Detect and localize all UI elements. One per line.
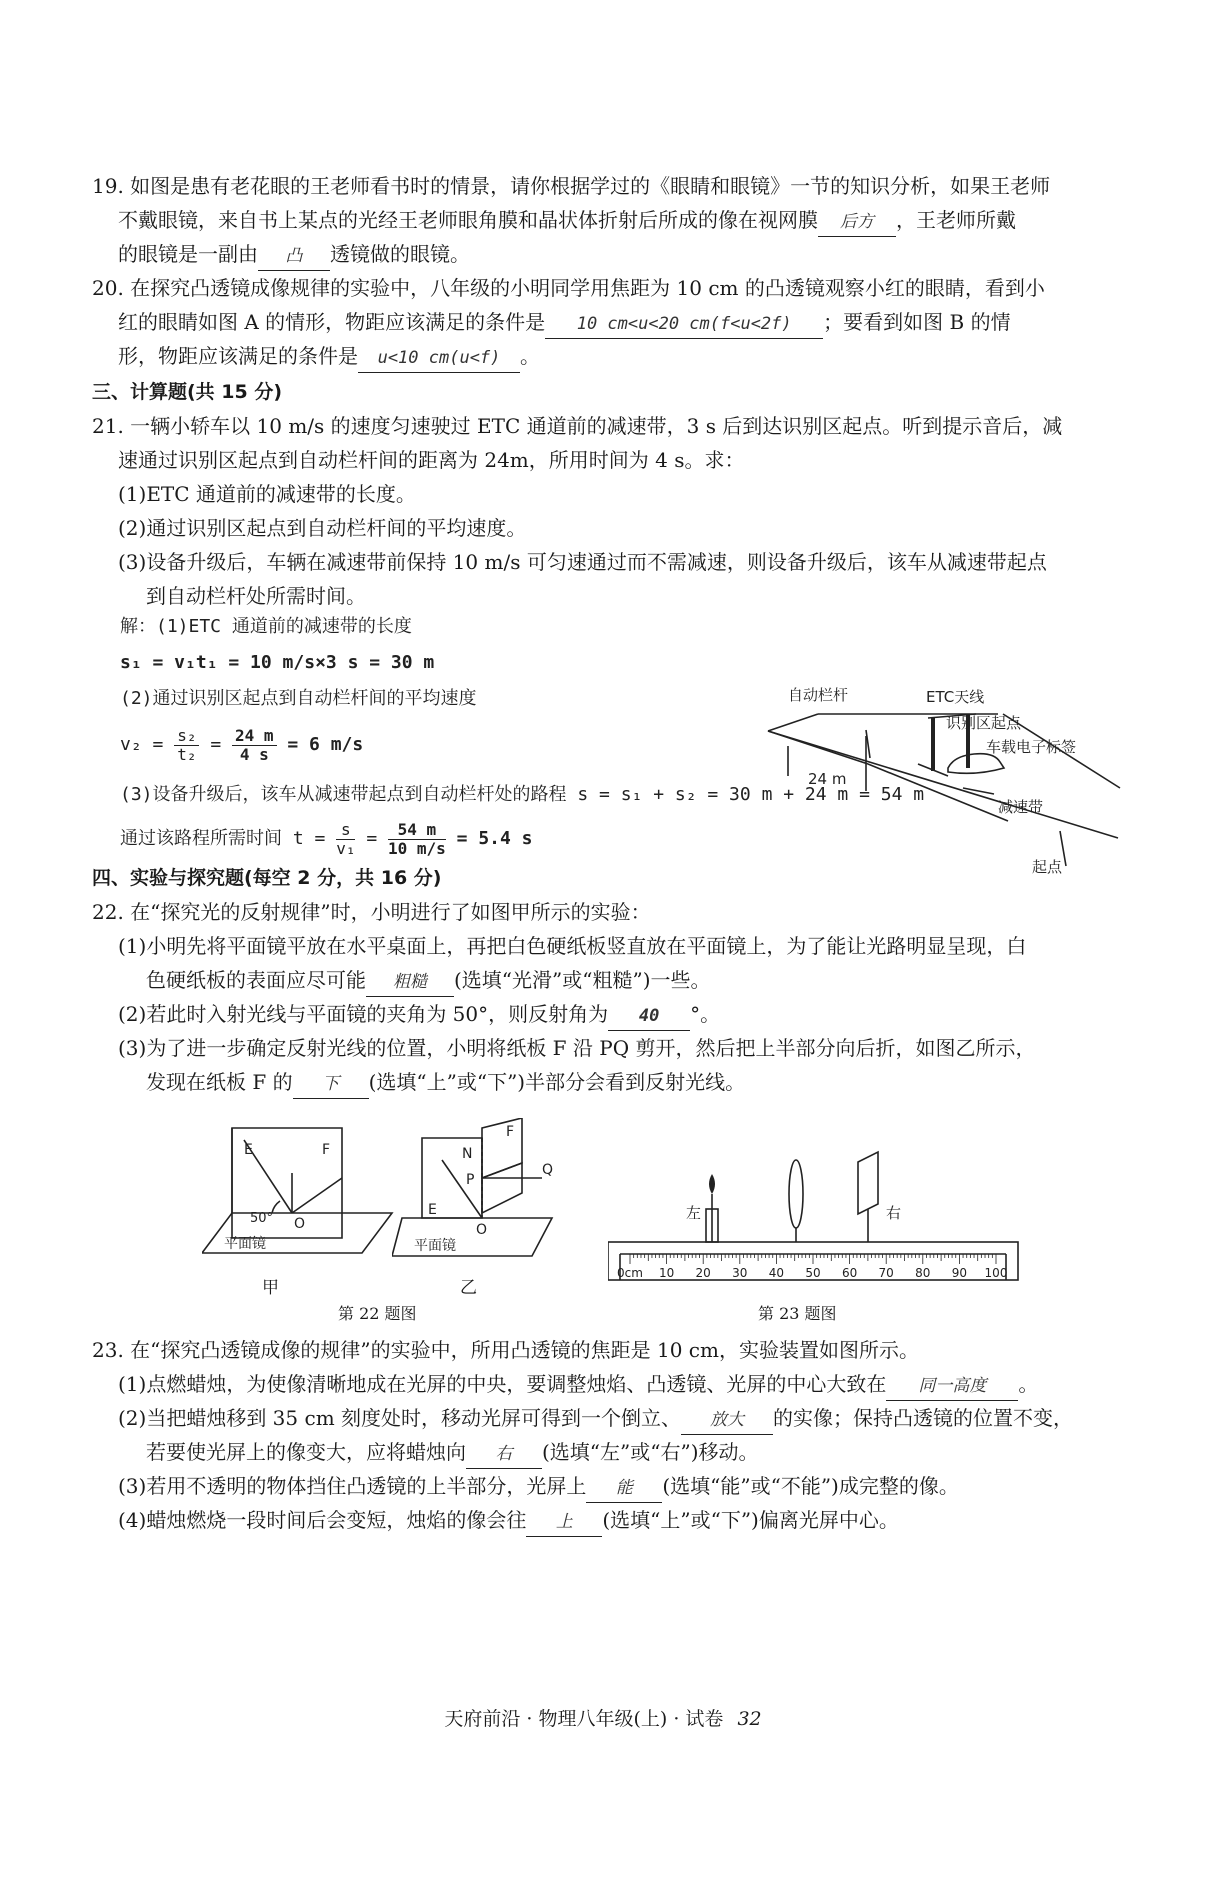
figure-yi-name: 乙 <box>460 1278 477 1298</box>
label-E: E <box>244 1142 253 1158</box>
label-antenna: ETC天线 <box>926 688 985 706</box>
label-left: 左 <box>686 1204 702 1222</box>
q19-line1: 19. 如图是患有老花眼的王老师看书时的情景，请你根据学过的《眼睛和眼镜》一节的知识分析，如果王老师 <box>92 174 1051 198</box>
footer-title: 天府前沿 · 物理八年级(上) · 试卷 <box>444 1708 724 1730</box>
ruler-label: 60 <box>841 1266 858 1280</box>
label-P: P <box>466 1172 475 1188</box>
label-N: N <box>462 1146 473 1162</box>
q21-solution-3: (2)通过识别区起点到自动栏杆间的平均速度 <box>120 688 477 709</box>
q22-part3a: (3)为了进一步确定反射光线的位置，小明将纸板 F 沿 PQ 剪开，然后把上半部分向后折，如图乙所示， <box>118 1036 1036 1060</box>
q22-part1b: 色硬纸板的表面应尽可能 粗糙 (选填“光滑”或“粗糙”)一些。 <box>146 966 1176 997</box>
q23-part2b: 若要使光屏上的像变大，应将蜡烛向 右 (选填“左”或“右”)移动。 <box>146 1438 1176 1469</box>
ruler-label: 100 <box>984 1266 1008 1280</box>
q21-part1: (1)ETC 通道前的减速带的长度。 <box>118 482 416 506</box>
q19-line3: 的眼镜是一副由 凸 透镜做的眼镜。 <box>118 240 1148 271</box>
q22-answer-2: 40 <box>608 1002 690 1031</box>
q21-solution-5: (3)设备升级后，该车从减速带起点到自动栏杆处的路程 s = s₁ + s₂ = 30 m + 24 m = 54 m <box>120 784 925 805</box>
q21-part3a: (3)设备升级后，车辆在减速带前保持 10 m/s 可匀速通过而不需减速，则设备升级后，该车从减速带起点 <box>118 550 1047 574</box>
q20-line2: 红的眼睛如图 A 的情形，物距应该满足的条件是 10 cm<u<20 cm(f<u<2f) ；要看到如图 B 的情 <box>118 308 1148 339</box>
q23-part1: (1)点燃蜡烛，为使像清晰地成在光屏的中央，要调整烛焰、凸透镜、光屏的中心大致在 同一高度 。 <box>118 1370 1148 1401</box>
ruler-labels <box>617 1266 1007 1280</box>
label-right: 右 <box>886 1204 902 1222</box>
page-footer <box>0 1704 1206 1731</box>
q20-answer-2: u<10 cm(u<f) <box>358 344 520 373</box>
ruler-ticks <box>630 1254 996 1264</box>
ruler-label: 10 <box>658 1266 675 1280</box>
label-E: E <box>428 1202 437 1218</box>
figure-jia <box>202 1118 402 1268</box>
label-mirror: 平面镜 <box>224 1236 266 1252</box>
q21-solution-2: s₁ = v₁t₁ = 10 m/s×3 s = 30 m <box>120 652 435 673</box>
q19-answer-2: 凸 <box>258 242 330 271</box>
label-gate: 自动栏杆 <box>788 686 849 704</box>
label-Q: Q <box>542 1162 554 1178</box>
q23-answer-1: 同一高度 <box>886 1372 1018 1401</box>
q21-solution-4: v₂ = $\frac{\text{s₂}}{\text{t₂}}$ = $\frac{24 m}{4 s}$ = 6 m/s <box>120 725 364 764</box>
label-F: F <box>506 1124 515 1140</box>
label-tag: 车载电子标签 <box>986 738 1077 756</box>
q19-line2: 不戴眼镜，来自书上某点的光经王老师眼角膜和晶状体折射后所成的像在视网膜 后方 ，王老师所戴 <box>118 206 1148 237</box>
q23-answer-2: 放大 <box>681 1406 773 1435</box>
ruler-label: 90 <box>951 1266 968 1280</box>
q21-line1: 21. 一辆小轿车以 10 m/s 的速度匀速驶过 ETC 通道前的减速带，3 s 后到达识别区起点。听到提示音后，减 <box>92 414 1063 438</box>
q21-part3b: 到自动栏杆处所需时间。 <box>146 584 366 608</box>
page-number: 32 <box>737 1708 762 1730</box>
q23-answer-4: 能 <box>586 1474 662 1503</box>
figure-jia-name: 甲 <box>262 1278 279 1298</box>
label-start: 起点 <box>1032 858 1063 876</box>
q23-part2a: (2)当把蜡烛移到 35 cm 刻度处时，移动光屏可得到一个倒立、 放大 的实像；保持凸透镜的位置不变， <box>118 1404 1148 1435</box>
q23-line1: 23. 在“探究凸透镜成像的规律”的实验中，所用凸透镜的焦距是 10 cm，实验装置如图所示。 <box>92 1338 919 1362</box>
ruler-label: 80 <box>915 1266 931 1280</box>
ruler-label: 30 <box>732 1266 748 1280</box>
q23-part3: (3)若用不透明的物体挡住凸透镜的上半部分，光屏上 能 (选填“能”或“不能”)成完整的像。 <box>118 1472 1148 1503</box>
label-zone: 识别区起点 <box>946 714 1022 732</box>
ruler-label: 40 <box>768 1266 785 1280</box>
ruler-label: 70 <box>878 1266 894 1280</box>
q23-answer-3: 右 <box>466 1440 542 1469</box>
q22-answer-3: 下 <box>293 1070 369 1099</box>
figure-yi <box>392 1118 572 1268</box>
ruler-label: 50 <box>805 1266 821 1280</box>
q21-line2: 速通过识别区起点到自动栏杆间的距离为 24m，所用时间为 4 s。求： <box>118 448 745 472</box>
q21-solution-6: 通过该路程所需时间 t = $\frac{s}{\text{v₁}}$ = $\frac{54 m}{10 m/s}$ = 5.4 s <box>120 819 533 858</box>
q22-answer-1: 粗糙 <box>366 968 454 997</box>
q19-answer-1: 后方 <box>818 208 896 237</box>
q20-line1: 20. 在探究凸透镜成像规律的实验中，八年级的小明同学用焦距为 10 cm 的凸透镜观察小红的眼睛，看到小 <box>92 276 1045 300</box>
q20-answer-1: 10 cm<u<20 cm(f<u<2f) <box>545 310 823 339</box>
fraction-54m-10ms: $\frac{54 m}{10 m/s}$ <box>388 819 446 858</box>
q22-part3b: 发现在纸板 F 的 下 (选填“上”或“下”)半部分会看到反射光线。 <box>146 1068 1176 1099</box>
section-3-heading: 三、计算题(共 15 分) <box>92 381 283 403</box>
label-angle: 50° <box>250 1211 274 1226</box>
label-O: O <box>294 1216 306 1232</box>
label-bump: 减速带 <box>998 798 1044 816</box>
etc-lane-figure <box>748 676 1128 876</box>
q21-part2: (2)通过识别区起点到自动栏杆间的平均速度。 <box>118 516 527 540</box>
q23-part4: (4)蜡烛燃烧一段时间后会变短，烛焰的像会往 上 (选填“上”或“下”)偏离光屏中心。 <box>118 1506 1148 1537</box>
ruler-label: 0cm <box>617 1266 643 1280</box>
figure-23-caption: 第 23 题图 <box>758 1304 837 1323</box>
figure-22-caption: 第 22 题图 <box>338 1304 417 1323</box>
flame-icon <box>709 1174 715 1194</box>
fraction-s2-t2: $\frac{\text{s₂}}{\text{t₂}}$ <box>174 727 199 764</box>
label-distance: 24 m <box>808 770 847 788</box>
fraction-24m-4s: $\frac{24 m}{4 s}$ <box>232 727 277 764</box>
fraction-s-v1: $\frac{s}{\text{v₁}}$ <box>336 819 356 858</box>
q20-line3: 形，物距应该满足的条件是 u<10 cm(u<f) 。 <box>118 342 1148 373</box>
ruler-label: 20 <box>695 1266 711 1280</box>
q22-part2: (2)若此时入射光线与平面镜的夹角为 50°，则反射角为 40 °。 <box>118 1000 1148 1031</box>
q22-line1: 22. 在“探究光的反射规律”时，小明进行了如图甲所示的实验： <box>92 900 651 924</box>
label-mirror: 平面镜 <box>414 1238 456 1254</box>
q23-answer-5: 上 <box>526 1508 602 1537</box>
section-4-heading: 四、实验与探究题(每空 2 分，共 16 分) <box>92 867 442 889</box>
label-O: O <box>476 1222 488 1238</box>
optical-bench-figure <box>608 1114 1028 1294</box>
label-F: F <box>322 1142 331 1158</box>
q22-part1a: (1)小明先将平面镜平放在水平桌面上，再把白色硬纸板竖直放在平面镜上，为了能让光路明显呈现，白 <box>118 934 1027 958</box>
q21-solution-1: 解：(1)ETC 通道前的减速带的长度 <box>120 616 412 637</box>
